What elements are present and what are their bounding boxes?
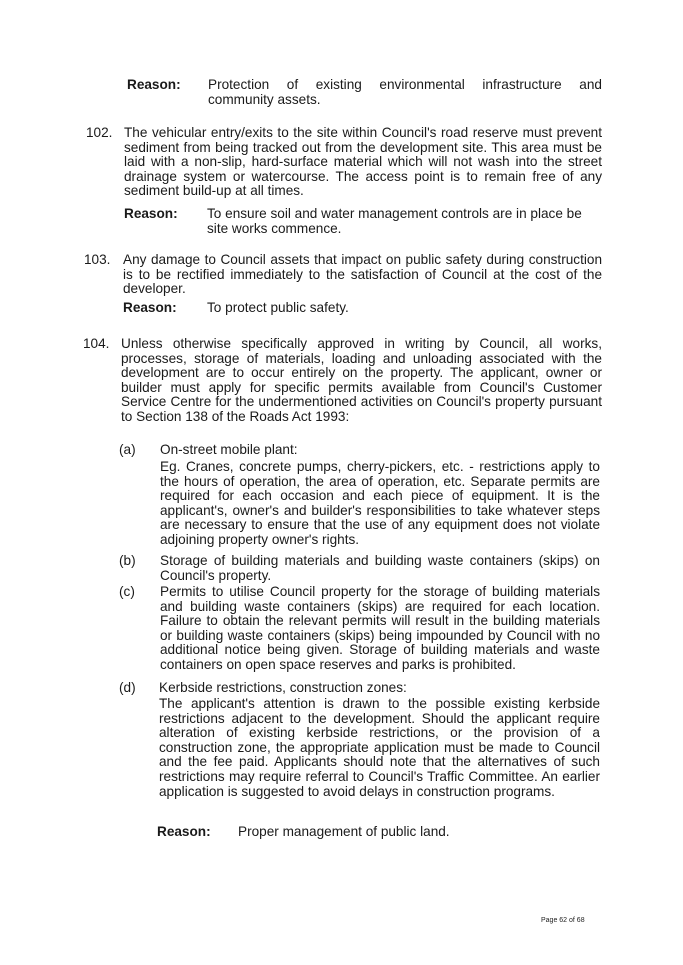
- reason-101-line1: Protection of existing environmental infrastructure and: [208, 77, 602, 92]
- page-number: Page 62 of 68: [541, 917, 585, 924]
- reason-101-line2: community assets.: [208, 92, 321, 107]
- reason-101: [127, 78, 602, 110]
- item-a-text: Eg. Cranes, concrete pumps, cherry-pickers, etc. - restrictions apply to the hours of operation, the area of operation, etc. Separate permits are required for each occasion and each piece of equipment. It is the applicant's, owner's and builder's responsibilities to take whatever steps are necessary to ensure that the use of any equipment does not violate adjoining property owner's rights.: [160, 459, 600, 547]
- item-b-text: Storage of building materials and building waste containers (skips) on Council's property.: [160, 553, 600, 583]
- item-label-b: (b): [119, 553, 136, 568]
- reason-104: [157, 825, 600, 841]
- condition-103-text: Any damage to Council assets that impact on public safety during construction is to be rectified immediately to the satisfaction of Council at the cost of the developer.: [123, 252, 602, 297]
- reason-label: Reason:: [157, 824, 211, 839]
- item-d-text: The applicant's attention is drawn to the possible existing kerbside restrictions adjacent to the development. Should the applicant require alteration of existing kerbside restrictions, or the provision of a construction zone, the appropriate application must be made to Council and the fee paid. Applicants should note that the alternatives of such restrictions may require referral to Council's Traffic Committee. An earlier application is suggested to avoid delays in construction programs.: [159, 696, 600, 799]
- item-label-a: (a): [119, 442, 136, 457]
- reason-103: [123, 301, 602, 317]
- reason-label: Reason:: [127, 77, 181, 92]
- reason-label: Reason:: [124, 206, 178, 221]
- condition-number-104: 104.: [83, 336, 110, 351]
- item-a-heading: On-street mobile plant:: [160, 442, 298, 457]
- condition-102-text: The vehicular entry/exits to the site within Council's road reserve must prevent sediment from being tracked out from the development site. This area must be laid with a non-slip, hard-surface material which will not wash into the street drainage system or watercourse. The access point is to remain free of any sediment build-up at all times.: [124, 125, 602, 199]
- item-d-heading: Kerbside restrictions, construction zones:: [159, 680, 407, 695]
- reason-102: [124, 207, 602, 239]
- condition-number-103: 103.: [84, 252, 111, 267]
- condition-number-102: 102.: [86, 125, 113, 140]
- reason-102-line2: site works commence.: [207, 221, 342, 236]
- condition-104-text: Unless otherwise specifically approved in writing by Council, all works, processes, storage of materials, loading and unloading associated with the development are to occur entirely on the property. The applicant, owner or builder must apply for specific permits available from Council's Customer Service Centre for the undermentioned activities on Council's property pursuant to Section 138 of the Roads Act 1993:: [121, 336, 602, 424]
- reason-102-line1: To ensure soil and water management controls are in place be: [207, 206, 582, 221]
- reason-label: Reason:: [123, 300, 177, 315]
- reason-103-text: To protect public safety.: [207, 300, 349, 315]
- item-label-d: (d): [119, 680, 136, 695]
- reason-104-text: Proper management of public land.: [238, 824, 450, 839]
- item-label-c: (c): [119, 584, 135, 599]
- item-c-text: Permits to utilise Council property for the storage of building materials and building waste containers (skips) are required for each location. Failure to obtain the relevant permits will result in the building materials or building waste containers (skips) being impounded by Council with no additional notice being given. Storage of building materials and waste containers on open space reserves and parks is prohibited.: [160, 584, 600, 672]
